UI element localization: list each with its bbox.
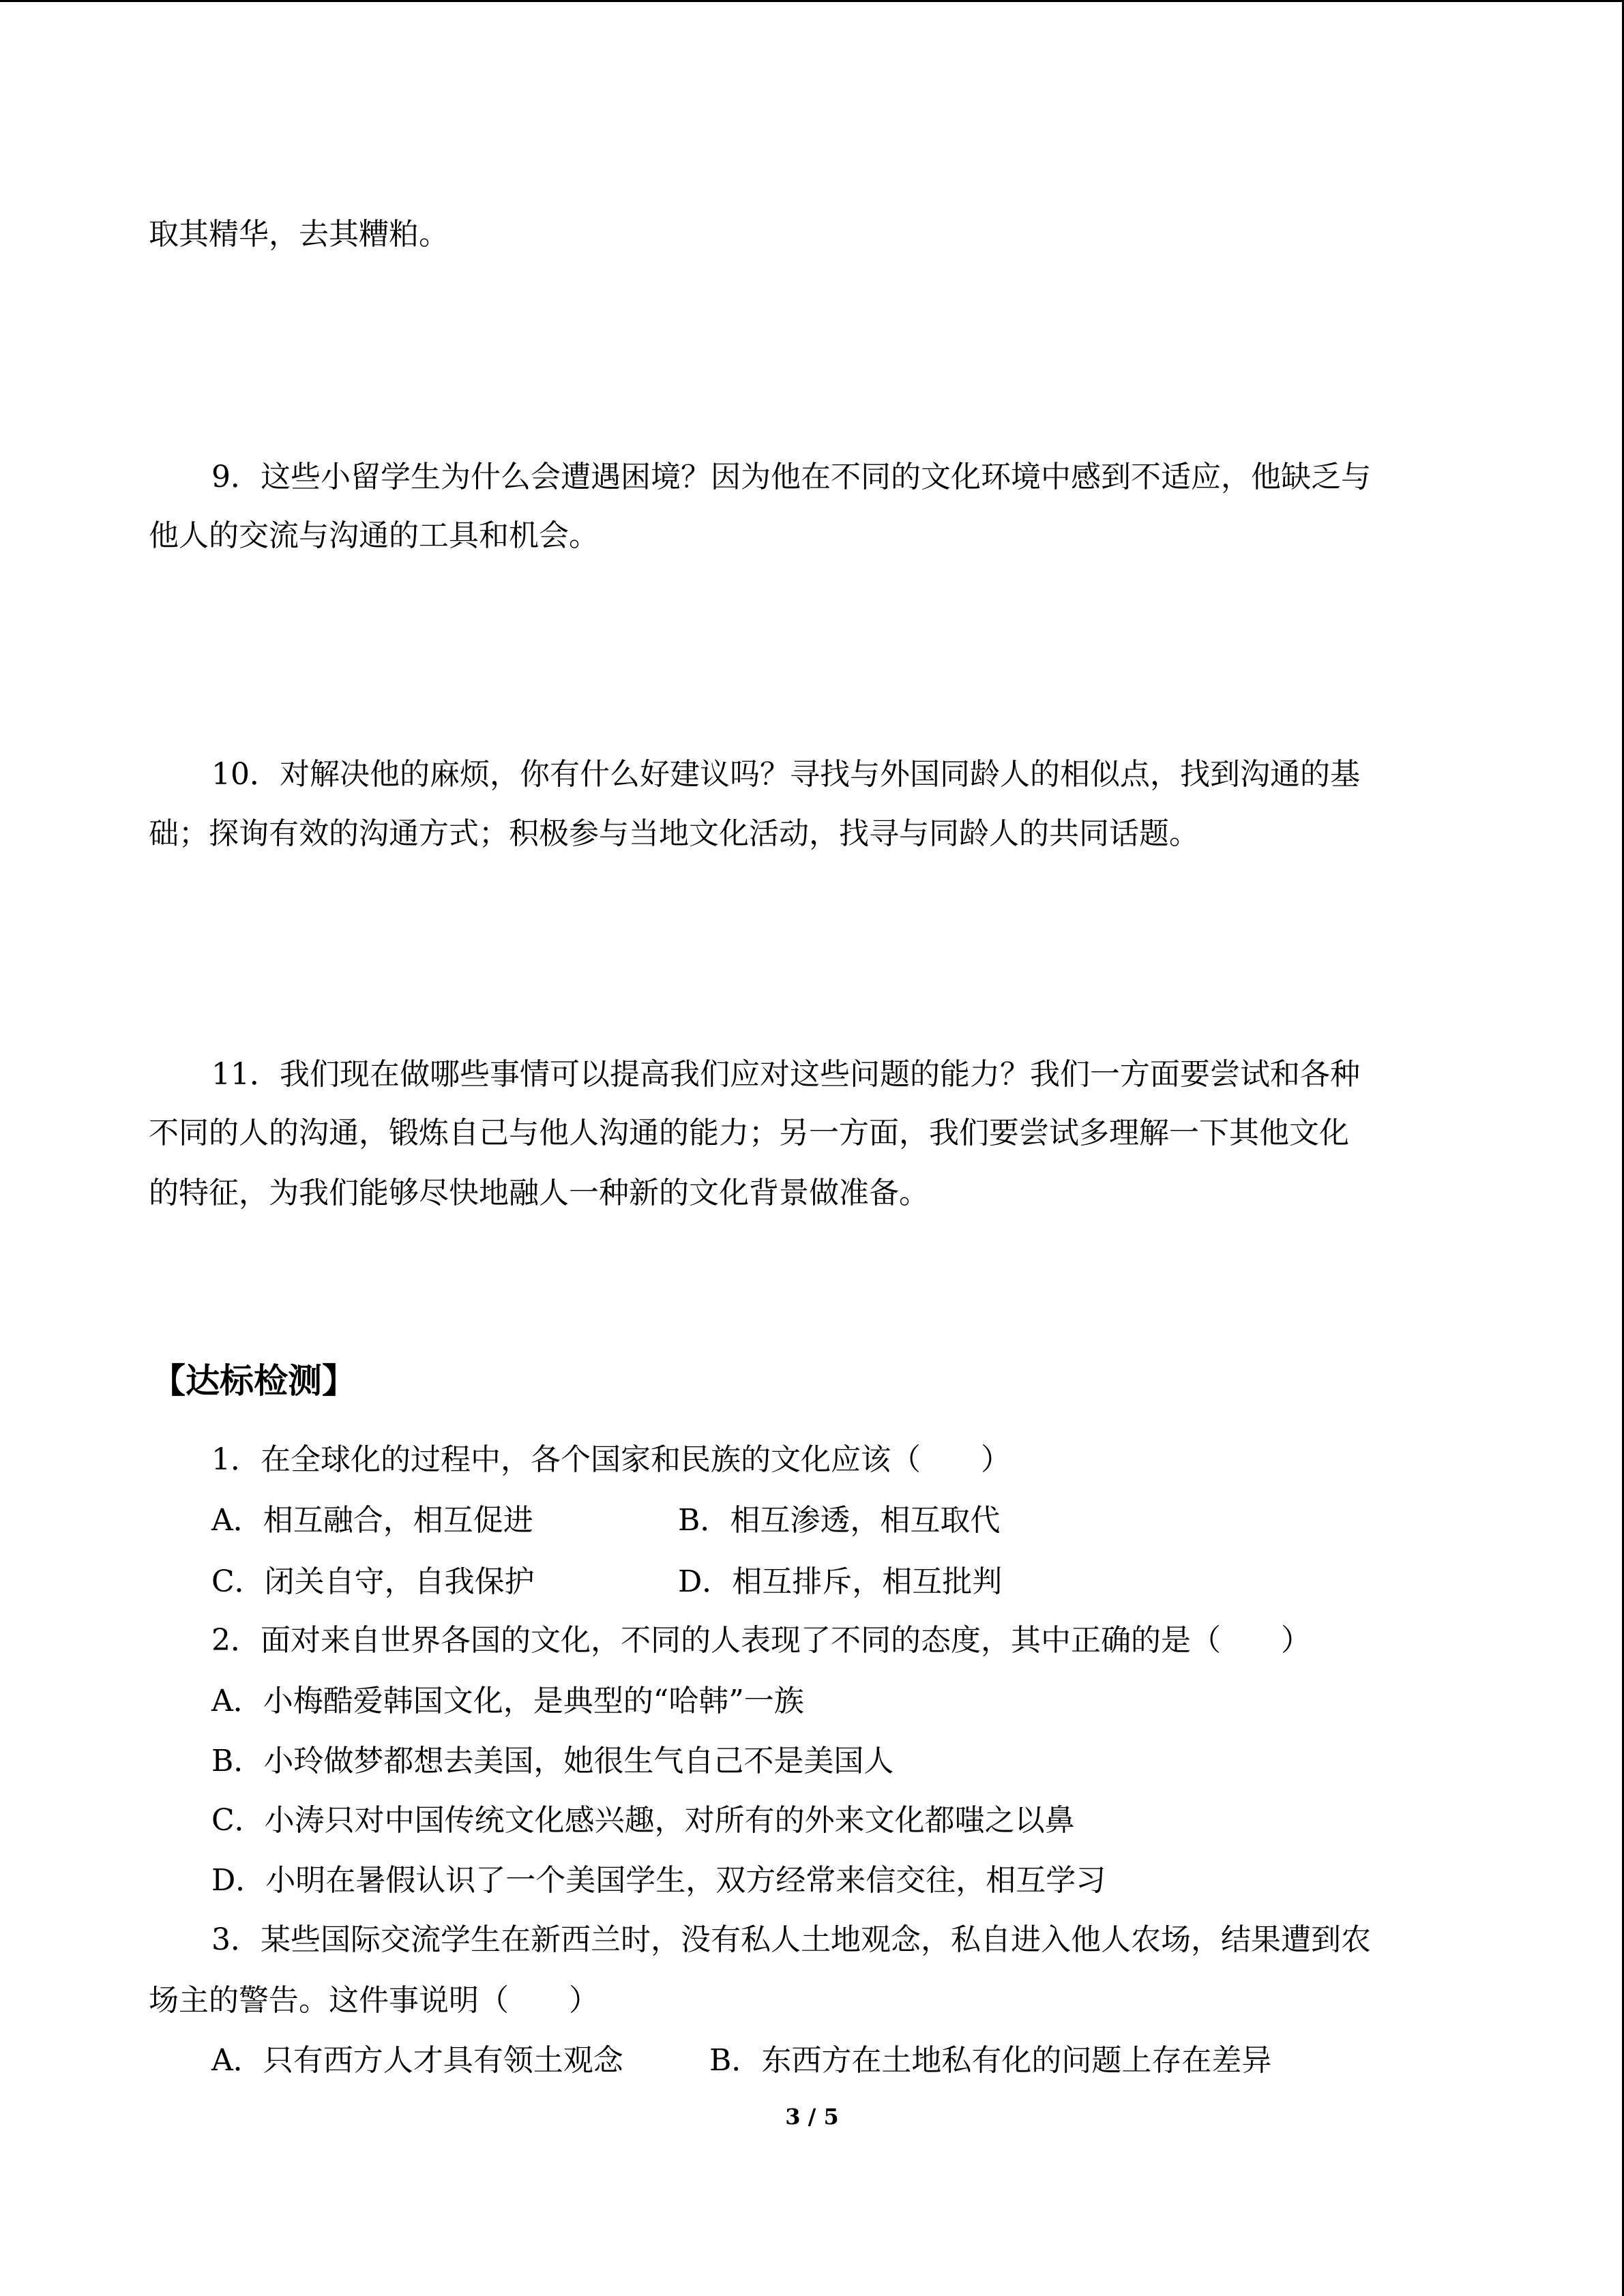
section-heading-assessment: 【达标检测】: [151, 1360, 356, 1401]
quiz-2-stem: 2．面对来自世界各国的文化，不同的人表现了不同的态度，其中正确的是（ ）: [211, 1623, 1311, 1658]
question-11-line-3: 的特征，为我们能够尽快地融人一种新的文化背景做准备。: [149, 1176, 929, 1210]
page-top-border: [0, 0, 1624, 2]
question-9-line-1: 9．这些小留学生为什么会遭遇困境？因为他在不同的文化环境中感到不适应，他缺乏与: [211, 460, 1371, 494]
quiz-3-stem-line-1: 3．某些国际交流学生在新西兰时，没有私人土地观念，私自进入他人农场，结果遭到农: [211, 1922, 1371, 1957]
question-10-line-2: 础；探询有效的沟通方式；积极参与当地文化活动，找寻与同龄人的共同话题。: [149, 816, 1199, 851]
question-11-line-2: 不同的人的沟通，锻炼自己与他人沟通的能力；另一方面，我们要尝试多理解一下其他文化: [149, 1116, 1349, 1150]
quiz-2-option-d: D．小明在暑假认识了一个美国学生，双方经常来信交往，相互学习: [211, 1863, 1106, 1898]
answer-8-tail: 取其精华，去其糟粕。: [149, 217, 449, 252]
question-11-line-1: 11．我们现在做哪些事情可以提高我们应对这些问题的能力？我们一方面要尝试和各种: [211, 1057, 1360, 1092]
quiz-3-option-a: A．只有西方人才具有领土观念: [211, 2043, 623, 2078]
page-number: 3 / 5: [785, 2104, 839, 2130]
question-9-line-2: 他人的交流与沟通的工具和机会。: [149, 518, 599, 553]
quiz-3-option-b: B．东西方在土地私有化的问题上存在差异: [709, 2043, 1272, 2078]
quiz-1-option-a: A．相互融合，相互促进: [211, 1503, 533, 1538]
quiz-1-stem: 1．在全球化的过程中，各个国家和民族的文化应该（ ）: [211, 1442, 1011, 1477]
quiz-1-option-b: B．相互渗透，相互取代: [678, 1503, 1001, 1538]
quiz-1-option-c: C．闭关自守，自我保护: [211, 1564, 535, 1599]
quiz-3-stem-line-2: 场主的警告。这件事说明（ ）: [149, 1983, 599, 2018]
quiz-2-option-c: C．小涛只对中国传统文化感兴趣，对所有的外来文化都嗤之以鼻: [211, 1803, 1075, 1838]
question-10-line-1: 10．对解决他的麻烦，你有什么好建议吗？寻找与外国同龄人的相似点，找到沟通的基: [211, 757, 1360, 792]
quiz-2-option-a: A．小梅酷爱韩国文化，是典型的“哈韩”一族: [211, 1684, 804, 1718]
quiz-1-option-d: D．相互排斥，相互批判: [678, 1564, 1003, 1599]
quiz-2-option-b: B．小玲做梦都想去美国，她很生气自己不是美国人: [211, 1744, 894, 1778]
